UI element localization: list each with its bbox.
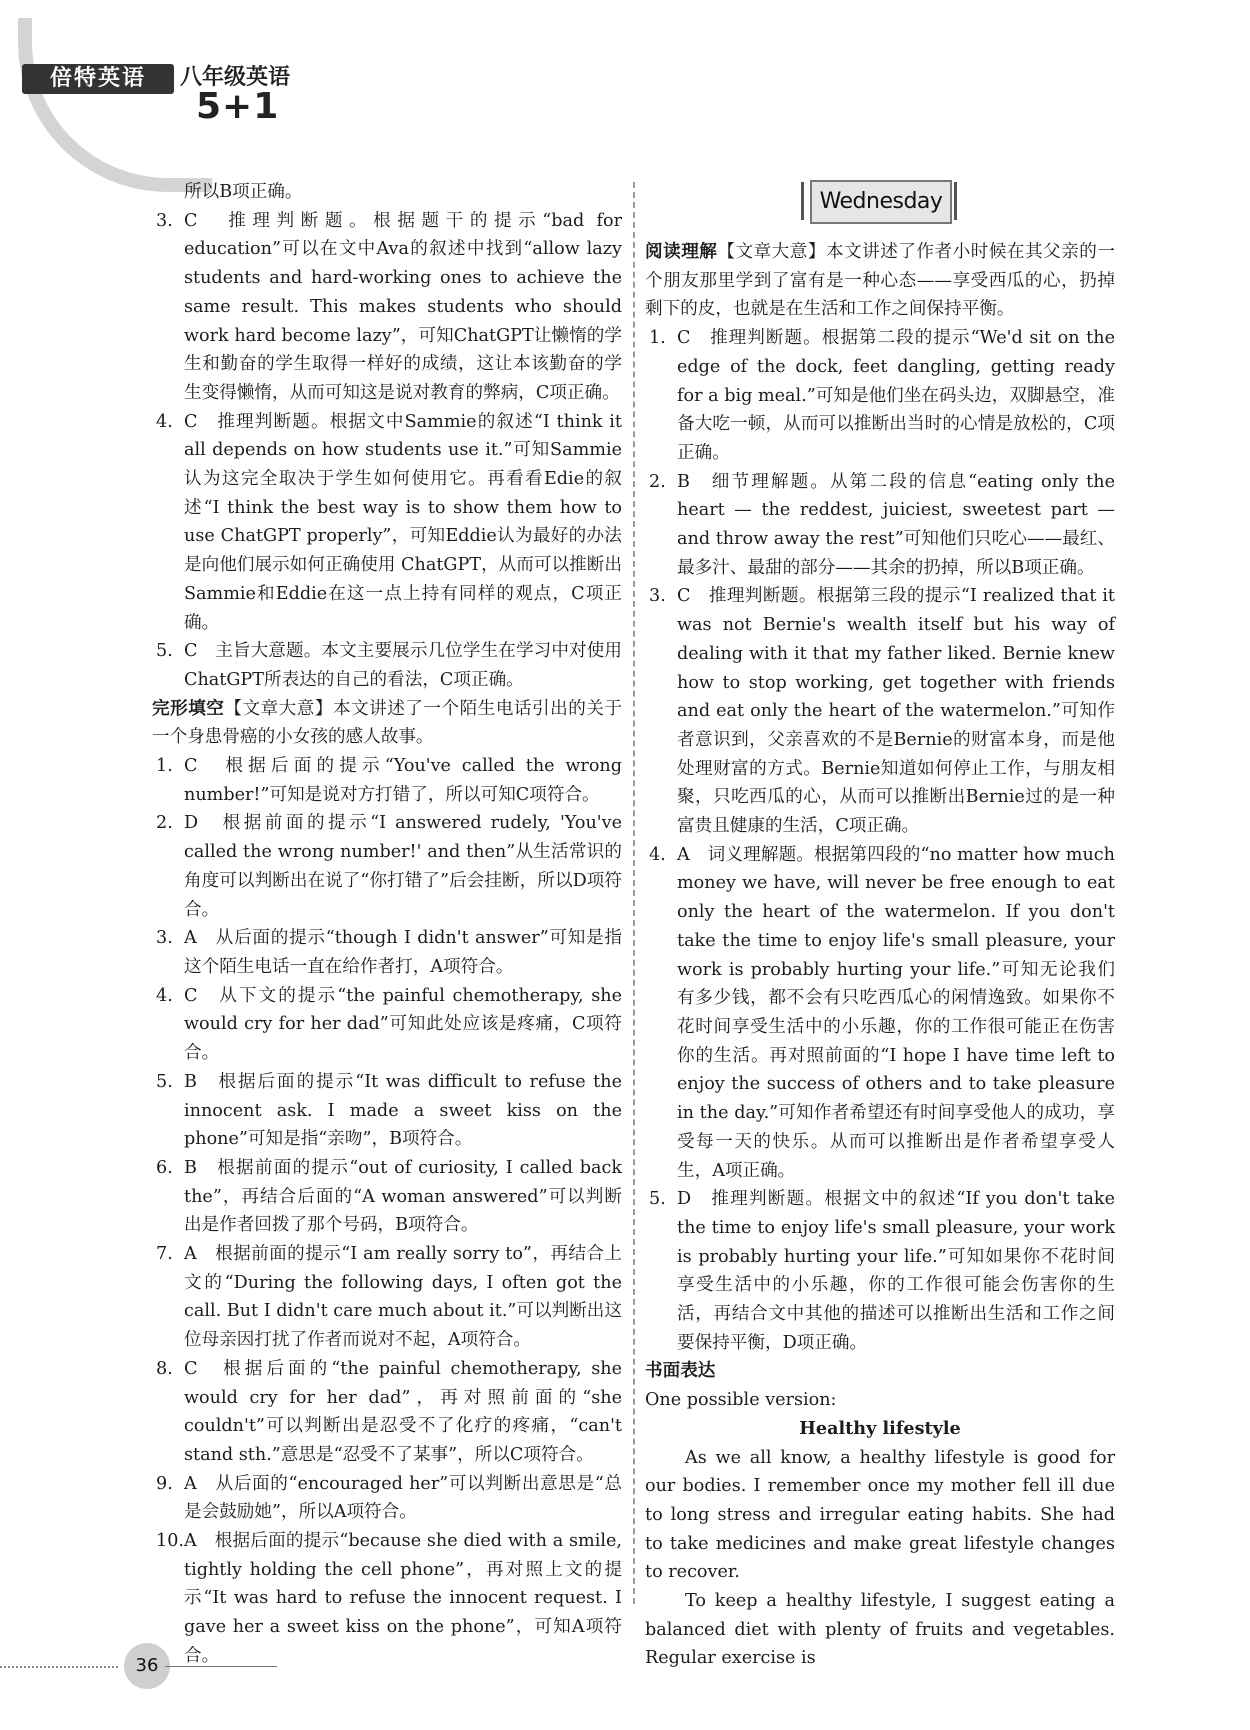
- answer-item: 4. A 词义理解题。根据第四段的“no matter how much money we have, will never be free enough to eat only the heart of the watermelon. If you don't take the time to enjoy life's small pleasure, your work is probably hurting your life.”可知无论我们有多少钱，都不会有只吃西瓜心的闲情逸致。如果你不花时间享受生活中的小乐趣，你的工作很可能正在伤害你的生活。再对照前面的“I hope I have time left to enjoy the success of others and to take pleasure in the day.”可知作者希望还有时间享受他人的成功，享受每一天的快乐。从而可以推断出是作者希望享受人生，A项正确。: [649, 844, 1115, 1181]
- answer-item: 5. D 推理判断题。根据文中的叙述“If you don't take the time to enjoy life's small pleasure, your work is probably hurting your life.”可知如果你不花时间享受生活中的小乐趣，你的工作很可能会伤害你的生活，再结合文中其他的描述可以推断出生活和工作之间要保持平衡，D项正确。: [649, 1189, 1115, 1353]
- banner-bar-left: [801, 182, 804, 220]
- writing-heading: 书面表达: [645, 1361, 716, 1382]
- answer-item: 5. C 主旨大意题。本文主要展示几位学生在学习中对使用ChatGPT所表达的自己的看法，C项正确。: [156, 641, 622, 690]
- answer-item: 5. B 根据后面的提示“It was difficult to refuse the innocent ask. I made a sweet kiss on the phone”可知是指“亲吻”，B项符合。: [156, 1071, 622, 1150]
- essay-paragraph: As we all know, a healthy lifestyle is good for our bodies. I remember once my mother fell ill due to long stress and irregular eating habits. She had to take medicines and make great lifestyle changes to recover.: [645, 1447, 1115, 1583]
- answer-item: 2. B 细节理解题。从第二段的信息“eating only the heart — the reddest, juiciest, sweetest part — and throw away the rest”可知他们只吃心——最红、最多汁、最甜的部分——其余的扔掉，所以B项正确。: [649, 471, 1115, 578]
- cloze-summary: 【文章大意】本文讲述了一个陌生电话引出的关于一个身患骨癌的小女孩的感人故事。: [152, 698, 622, 748]
- banner-bar-right: [954, 182, 957, 220]
- left-column: [152, 178, 622, 1671]
- column-divider: [633, 182, 635, 1604]
- left-reading-list: [152, 207, 622, 695]
- answer-item: 3. A 从后面的提示“though I didn't answer”可知是指这个陌生电话一直在给作者打，A项符合。: [156, 928, 622, 977]
- writing-version-label: One possible version:: [645, 1390, 837, 1411]
- reading-section: [645, 238, 1115, 324]
- reading-heading: 阅读理解: [645, 242, 718, 262]
- day-label: Wednesday: [810, 180, 952, 224]
- page-footer: [0, 1638, 300, 1718]
- cloze-section: [152, 695, 622, 752]
- series-logo: 倍特英语: [22, 64, 174, 94]
- footer-rule: [165, 1666, 277, 1667]
- cloze-heading: 完形填空: [152, 698, 225, 719]
- essay-paragraph: To keep a healthy lifestyle, I suggest eating a balanced diet with plenty of fruits and vegetables. Regular exercise is: [645, 1591, 1115, 1669]
- answer-item: 10. A 根据后面的提示“because she died with a smile, tightly holding the cell phone”，再对照上文的提示“It was hard to refuse the innocent request. I gave her a sweet kiss on the phone”，可知A项符合。: [156, 1531, 622, 1666]
- answer-item: 1. C 根据后面的提示“You've called the wrong number!”可知是说对方打错了，所以可知C项符合。: [156, 756, 622, 805]
- answer-item: 2. D 根据前面的提示“I answered rudely, 'You've called the wrong number!' and then”从生活常识的角度可以判断出在说了“你打错了”后会挂断，所以D项符合。: [156, 813, 622, 920]
- answer-item: 7. A 根据前面的提示“I am really sorry to”，再结合上文的“During the following days, I often got the call. But I didn't care much about it.”可以判断出这位母亲因打扰了作者而说对不起，A项符合。: [156, 1244, 622, 1351]
- answer-item: 1. C 推理判断题。根据第二段的提示“We'd sit on the edge of the dock, feet dangling, getting ready for a big meal.”可知是他们坐在码头边，双脚悬空，准备大吃一顿，从而可以推断出当时的心情是放松的，C项正确。: [649, 328, 1115, 463]
- plan-title: 5+1: [196, 86, 280, 127]
- essay-title: Healthy lifestyle: [799, 1417, 961, 1439]
- footer-dotted-rule: [0, 1666, 118, 1668]
- day-banner: [645, 178, 1115, 230]
- right-column: [645, 178, 1115, 1673]
- page-number: 36: [124, 1643, 170, 1689]
- answer-item: 3. C 推理判断题。根据题干的提示“bad for education”可以在文中Ava的叙述中找到“allow lazy students and hard-working ones to achieve the same result. This makes students who should work hard become lazy”，可知ChatGPT让懒惰的学生和勤奋的学生取得一样好的成绩，这让本该勤奋的学生变得懒惰，从而可知这是说对教育的弊病，C项正确。: [156, 210, 622, 403]
- answer-item: 6. B 根据前面的提示“out of curiosity, I called back the”，再结合后面的“A woman answered”可以判断出是作者回拨了那个号码，B项符合。: [156, 1157, 622, 1236]
- answer-item: 8. C 根据后面的“the painful chemotherapy, she would cry for her dad”，再对照前面的“she couldn't”可以判断出是忍受不了化疗的疼痛，“can't stand sth.”意思是“忍受不了某事”，所以C项符合。: [156, 1358, 622, 1465]
- answer-item: 4. C 从下文的提示“the painful chemotherapy, she would cry for her dad”可知此处应该是疼痛，C项符合。: [156, 985, 622, 1064]
- right-reading-list: [645, 324, 1115, 1357]
- answer-item: 9. A 从后面的“encouraged her”可以判断出意思是“总是会鼓励她”，所以A项符合。: [156, 1473, 622, 1523]
- header-arc-decoration: [18, 18, 212, 192]
- grade-title: 八年级英语: [180, 65, 291, 90]
- answer-item: 3. C 推理判断题。根据第三段的提示“I realized that it was not Bernie's wealth itself but his way of dealing with it that my father liked. Bernie knew how to stop working, get together with friends and eat only the heart of the watermelon.”可知作者意识到，父亲喜欢的不是Bernie的财富本身，而是他处理财富的方式。Bernie知道如何停止工作，与朋友相聚，只吃西瓜的心，从而可以推断出Bernie过的是一种富贵且健康的生活，C项正确。: [649, 586, 1115, 837]
- reading-summary: 【文章大意】本文讲述了作者小时候在其父亲的一个朋友那里学到了富有是一种心态——享受西瓜的心，扔掉剩下的皮，也就是在生活和工作之间保持平衡。: [645, 242, 1115, 320]
- left-intro: 所以B项正确。: [184, 182, 303, 202]
- answer-item: 4. C 推理判断题。根据文中Sammie的叙述“I think it all depends on how students use it.”可知Sammie认为这完全取决于学生如何使用它。再看看Edie的叙述“I think the best way is to show them how to use ChatGPT properly”，可知Eddie认为最好的办法是向他们展示如何正确使用 ChatGPT，从而可以推断出Sammie和Eddie在这一点上持有同样的观点，C项正确。: [156, 411, 622, 633]
- cloze-list: [152, 752, 622, 1671]
